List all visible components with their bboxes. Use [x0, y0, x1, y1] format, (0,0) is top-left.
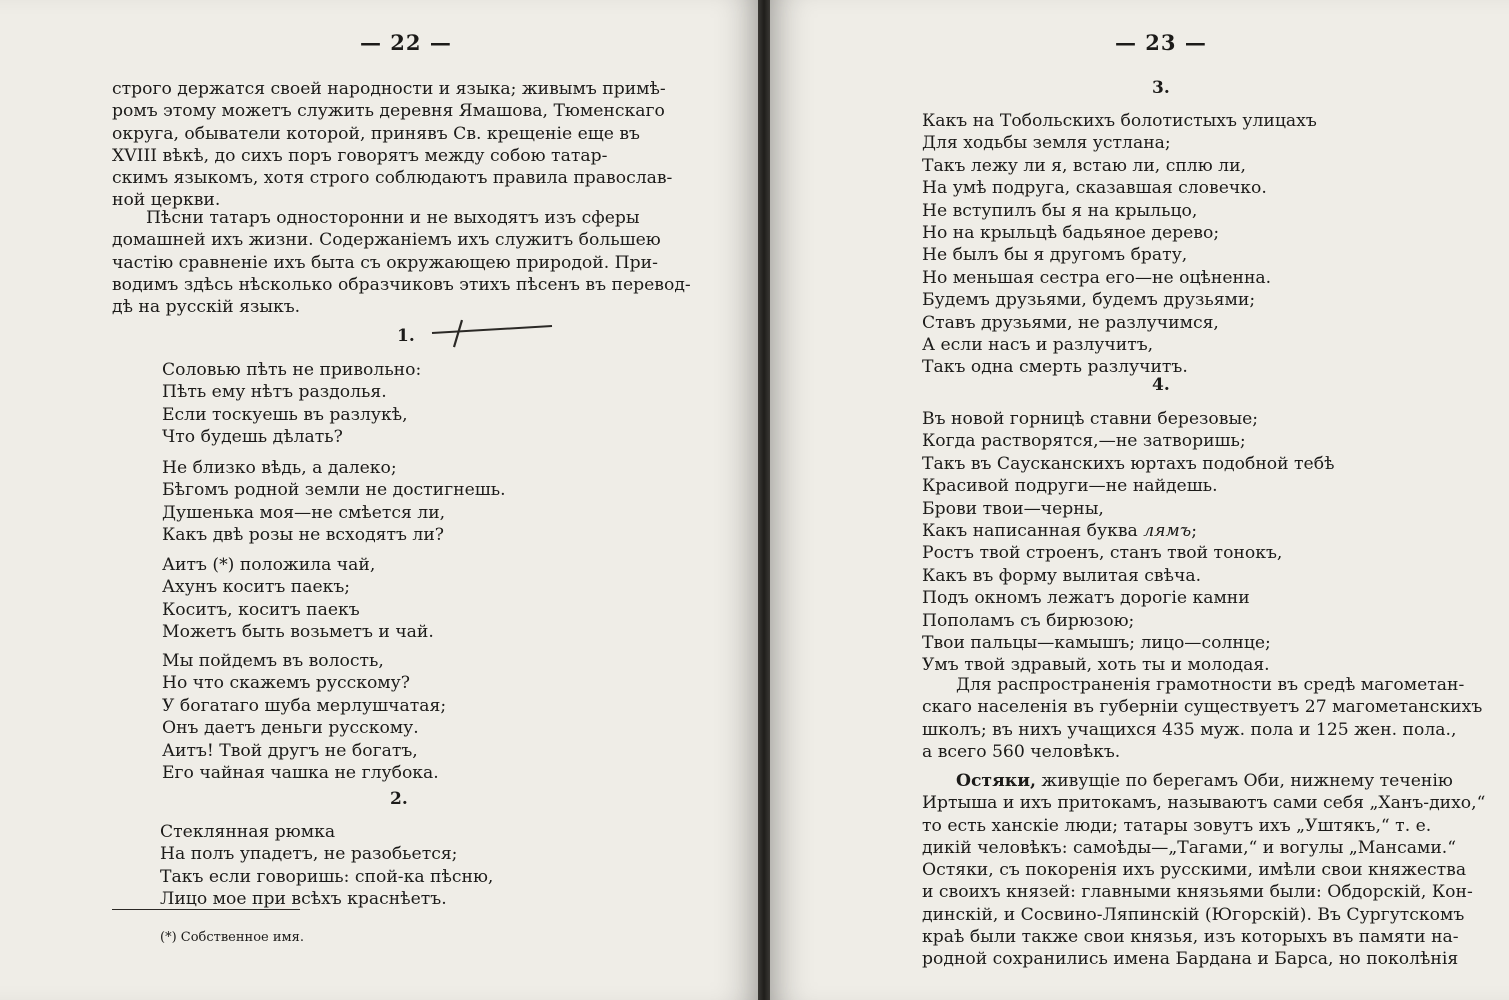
text-line: Иртыша и ихъ притокамъ, называютъ сами себя „Ханъ-дихо,“ [922, 793, 1486, 814]
schools-lines [922, 674, 1483, 763]
ostyaki-lines [922, 770, 1486, 971]
verse-line: Но меньшая сестра его—не оцѣненна. [922, 267, 1272, 288]
poem1-stanza4 [162, 650, 446, 784]
verse-line: Лицо мое при всѣхъ краснѣетъ. [160, 889, 447, 910]
verse-line: Что будешь дѣлать? [162, 427, 343, 448]
letter-line-prefix: Какъ написанная буква [922, 521, 1144, 542]
verse-line: Твои пальцы—камышъ; лицо—солнце; [922, 633, 1271, 654]
text-line: динскій, и Сосвино-Ляпинскій (Югорскій). Въ Сургутскомъ [922, 904, 1465, 925]
verse-line: Какъ въ форму вылитая свѣча. [922, 565, 1202, 586]
text-line: школъ; въ нихъ учащихся 435 муж. пола и 125 жен. пола., [922, 719, 1457, 740]
verse-line: Душенька моя—не смѣется ли, [162, 502, 446, 523]
verse-line: А если насъ и разлучитъ, [922, 335, 1154, 356]
poem-number-2: 2. [390, 789, 408, 809]
poem-number-3: 3. [1152, 78, 1170, 98]
verse-line: Умъ твой здравый, хоть ты и молодая. [922, 655, 1270, 676]
verse-line: Въ новой горницѣ ставни березовые; [922, 409, 1259, 429]
poem4-stanza1 [922, 408, 1334, 677]
footnote: (*) Собственное имя. [160, 930, 304, 945]
text-line [922, 770, 1462, 792]
verse-line: Ставъ друзьями, не разлучимся, [922, 312, 1219, 333]
verse-line: Какъ двѣ розы не всходятъ ли? [162, 525, 444, 546]
text-line: ромъ этому можетъ служить деревня Ямашова, Тюменскаго [112, 101, 665, 122]
verse-line: Ростъ твой строенъ, станъ твой тонокъ, [922, 543, 1283, 564]
poem-number-4: 4. [1152, 375, 1170, 395]
text-line: Пѣсни татаръ односторонни и не выходятъ изъ сферы [146, 208, 640, 228]
text-line: Остяки, съ покоренія ихъ русскими, имѣли свои княжества [922, 860, 1467, 881]
text-line: краѣ были также свои князья, изъ которыхъ въ памяти на- [922, 927, 1459, 948]
text-line: ной церкви. [112, 190, 221, 211]
poem2-stanza1 [160, 821, 493, 911]
verse-line: Аитъ! Твой другъ не богатъ, [162, 740, 418, 761]
text-line: округа, обыватели которой, принявъ Св. крещеніе еще въ [112, 123, 640, 144]
verse-line: Такъ въ Саусканскихъ юртахъ подобной тебѣ [922, 453, 1335, 474]
poem3-stanza1 [922, 110, 1317, 379]
verse-line: Бѣгомъ родной земли не достигнешь. [162, 480, 506, 501]
text-line: частію сравненіе ихъ быта съ окружающею природой. При- [112, 252, 658, 273]
text-line: дикій человѣкъ: самоѣды—„Тагами,“ и вогулы „Мансами.“ [922, 837, 1457, 858]
verse-line: Такъ лежу ли я, встаю ли, сплю ли, [922, 155, 1246, 176]
poem1-stanza2 [162, 457, 506, 547]
text-line: родной сохранились имена Бардана и Барса, но поколѣнія [922, 949, 1459, 970]
right-page [770, 0, 1509, 1000]
verse-line: На полъ упадетъ, не разобьется; [160, 844, 458, 865]
text-line: скаго населенія въ губерніи существуетъ 27 магометанскихъ [922, 697, 1483, 718]
verse-line: Будемъ друзьями, будемъ друзьями; [922, 290, 1256, 311]
verse-line: Пополамъ съ бирюзою; [922, 610, 1135, 631]
pencil-mark [430, 318, 554, 348]
text-line: строго держатся своей народности и языка; живымъ примѣ- [112, 79, 666, 99]
verse-line-with-letter [922, 520, 1334, 542]
poem-number-1: 1. [397, 326, 415, 346]
verse-line: Такъ если говоришь: спой-ка пѣсню, [160, 866, 494, 887]
verse-line: Мы пойдемъ въ волость, [162, 651, 384, 671]
footnote-divider [112, 909, 300, 910]
ostyaki-paragraph [922, 770, 1486, 971]
verse-line: Для ходьбы земля устлана; [922, 133, 1171, 154]
letter-name: лямъ [1143, 521, 1192, 542]
text-line: водимъ здѣсь нѣсколько образчиковъ этихъ пѣсенъ въ перевод- [112, 274, 691, 295]
verse-line: Стеклянная рюмка [160, 822, 336, 842]
text-line: XVIII вѣкѣ, до сихъ поръ говорятъ между собою татар- [112, 145, 608, 166]
text-line: домашней ихъ жизни. Содержаніемъ ихъ служитъ большею [112, 230, 661, 251]
ostyaki-heading: Остяки, [956, 771, 1036, 791]
verse-line: Можетъ быть возьметъ и чай. [162, 622, 434, 643]
verse-line: Аитъ (*) положила чай, [162, 555, 376, 575]
verse-line: Брови твои—черны, [922, 498, 1104, 519]
text-line: и своихъ князей: главными князьями были: Обдорскій, Кон- [922, 882, 1473, 903]
songs-paragraph [112, 207, 698, 318]
verse-line: Когда растворятся,—не затворишь; [922, 431, 1246, 452]
letter-line-suffix: ; [1191, 521, 1198, 542]
page-number-right: — 23 — [1115, 30, 1207, 55]
text-line: Для распространенія грамотности въ средѣ магометан- [956, 675, 1465, 695]
verse-line: Не вступилъ бы я на крыльцо, [922, 200, 1198, 221]
ostyaki-first-line: живущіе по берегамъ Оби, нижнему теченію [1041, 771, 1453, 791]
verse-line: Пѣть ему нѣтъ раздолья. [162, 382, 387, 403]
text-line: а всего 560 человѣкъ. [922, 741, 1121, 762]
page-number-left: — 22 — [360, 30, 452, 55]
verse-line: Такъ одна смерть разлучитъ. [922, 357, 1188, 378]
intro-paragraph [112, 78, 698, 212]
verse-line: Не былъ бы я другомъ брату, [922, 245, 1188, 266]
verse-line: Ахунъ коситъ паекъ; [162, 577, 351, 598]
verse-line: Его чайная чашка не глубока. [162, 763, 439, 784]
verse-line: Подъ окномъ лежатъ дорогіе камни [922, 588, 1250, 609]
verse-line: У богатаго шуба мерлушчатая; [162, 695, 447, 716]
verse-line: На умѣ подруга, сказавшая словечко. [922, 178, 1267, 199]
poem1-stanza3 [162, 554, 434, 644]
book-gutter [758, 0, 770, 1000]
verse-line: Красивой подруги—не найдешь. [922, 476, 1218, 497]
intro-lines [112, 78, 698, 212]
schools-paragraph [922, 674, 1483, 763]
verse-line: Но на крыльцѣ бадьяное дерево; [922, 223, 1220, 244]
text-line: то есть ханскіе люди; татары зовутъ ихъ „Уштякъ,“ т. е. [922, 815, 1432, 836]
verse-line: Если тоскуешь въ разлукѣ, [162, 404, 408, 425]
verse-line: Онъ даетъ деньги русскому. [162, 718, 419, 739]
verse-line: Соловью пѣть не привольно: [162, 360, 422, 380]
text-line: дѣ на русскій языкъ. [112, 297, 301, 318]
songs-lines [112, 207, 698, 318]
verse-line: Какъ на Тобольскихъ болотистыхъ улицахъ [922, 111, 1317, 131]
poem1-stanza1 [162, 359, 421, 449]
verse-line: Но что скажемъ русскому? [162, 673, 411, 694]
verse-line: Коситъ, коситъ паекъ [162, 599, 360, 620]
text-line: скимъ языкомъ, хотя строго соблюдаютъ правила православ- [112, 168, 673, 189]
verse-line: Не близко вѣдь, а далеко; [162, 458, 397, 478]
